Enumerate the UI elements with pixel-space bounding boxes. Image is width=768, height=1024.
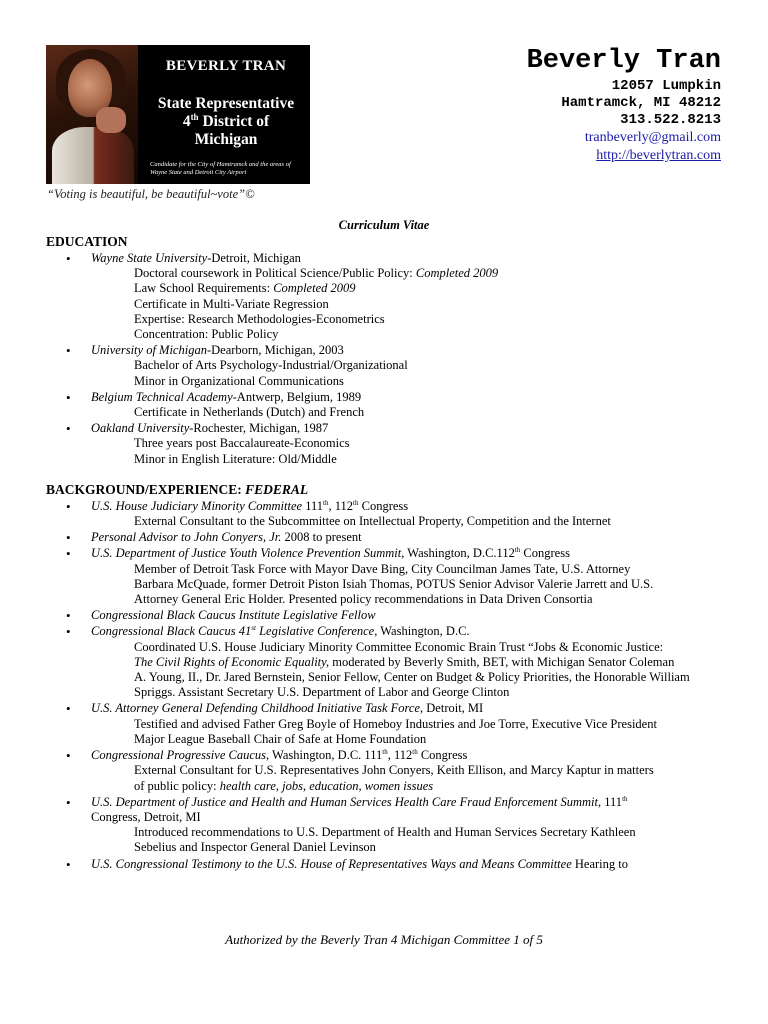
list-item: • U.S. Department of Justice Youth Violence Prevention Summit, Washington, D.C.112th Congress Member of Detroit Task Force with Mayor Dave Bing, City Councilman James Tate, U.S. Attorney Barbara McQuade, former Detroit Piston Isiah Thomas, POTUS Senior Advisor Valerie Jarrett and U.S. Attorney General Eric Holder. Presented policy recommendations in Data Driven Consortia — [46, 546, 726, 607]
list-item: • University of Michigan-Dearborn, Michigan, 2003 Bachelor of Arts Psychology-Industrial/Organizational Minor in Organizational Communications — [46, 343, 726, 389]
contact-block — [527, 44, 721, 165]
email-link[interactable]: tranbeverly@gmail.com — [584, 130, 721, 145]
banner-title: State Representative 4th District of Michigan — [157, 95, 295, 148]
page-footer: Authorized by the Beverly Tran 4 Michigan Committee 1 of 5 — [225, 932, 543, 947]
experience-heading: BACKGROUND/EXPERIENCE: FEDERAL — [46, 481, 309, 497]
list-item: • Oakland University-Rochester, Michigan, 1987 Three years post Baccalaureate-Economics Minor in English Literature: Old/Middle — [46, 421, 726, 467]
list-item: • Personal Advisor to John Conyers, Jr. 2008 to present — [46, 530, 726, 545]
contact-city: Hamtramck, MI 48212 — [561, 95, 721, 111]
list-item: • Wayne State University-Detroit, Michigan Doctoral coursework in Political Science/Public Policy: Completed 2009 Law School Requirements: Completed 2009 Certificate in Multi-Variate Regression Expertise: Research Methodologies-Econometrics Concentration: Public Policy — [46, 251, 726, 342]
education-list — [46, 251, 726, 467]
contact-street: 12057 Lumpkin — [611, 78, 721, 94]
cv-content — [46, 233, 726, 872]
website-link[interactable]: http://beverlytran.com — [596, 148, 721, 163]
list-item: • Congressional Progressive Caucus, Washington, D.C. 111th, 112th Congress External Consultant for U.S. Representatives John Conyers, Keith Ellison, and Marcy Kaptur in matters of public policy: health care, jobs, education, women issues — [46, 748, 726, 794]
cv-title: Curriculum Vitae — [338, 218, 430, 232]
list-item: • U.S. Department of Justice and Health and Human Services Health Care Fraud Enforcement Summit, 111th Congress, Detroit, MI Introduced recommendations to U.S. Department of Health and Human Services Secretary Kathleen Sebelius and Inspector General Daniel Levinson — [46, 795, 726, 856]
banner-name: BEVERLY TRAN — [165, 58, 287, 74]
banner-caption: Candidate for the City of Hamtramck and the areas of Wayne State and Detroit City Airport — [150, 161, 291, 176]
contact-name: Beverly Tran — [526, 46, 721, 76]
experience-list — [46, 499, 726, 872]
list-item: • Congressional Black Caucus Institute Legislative Fellow — [46, 608, 726, 623]
list-item: • Congressional Black Caucus 41st Legislative Conference, Washington, D.C. Coordinated U.S. House Judiciary Minority Committee Economic Brain Trust “Jobs & Economic Justice: The Civil Rights of Economic Equality, moderated by Beverly Smith, BET, with Michigan Senator Coleman A. Young, II., Dr. Jared Bernstein, Senior Fellow, Center on Budget & Policy Priorities, the Honorable William Spriggs. Assistant Secretary U.S. Department of Labor and George Clinton — [46, 624, 726, 700]
candidate-photo — [46, 45, 138, 184]
campaign-banner — [46, 45, 310, 184]
contact-phone: 313.522.8213 — [620, 112, 721, 128]
list-item: • U.S. House Judiciary Minority Committee 111th, 112th Congress External Consultant to the Subcommittee on Intellectual Property, Competition and the Internet — [46, 499, 726, 529]
list-item: • Belgium Technical Academy-Antwerp, Belgium, 1989 Certificate in Netherlands (Dutch) and French — [46, 390, 726, 420]
list-item: • U.S. Congressional Testimony to the U.S. House of Representatives Ways and Means Committee Hearing to — [46, 857, 726, 872]
list-item: • U.S. Attorney General Defending Childhood Initiative Task Force, Detroit, MI Testified and advised Father Greg Boyle of Homeboy Industries and Joe Torre, Executive Vice President Major League Baseball Chair of Safe at Home Foundation — [46, 701, 726, 747]
education-heading: EDUCATION — [46, 234, 128, 249]
tagline: “Voting is beautiful, be beautiful~vote”© — [47, 187, 255, 201]
